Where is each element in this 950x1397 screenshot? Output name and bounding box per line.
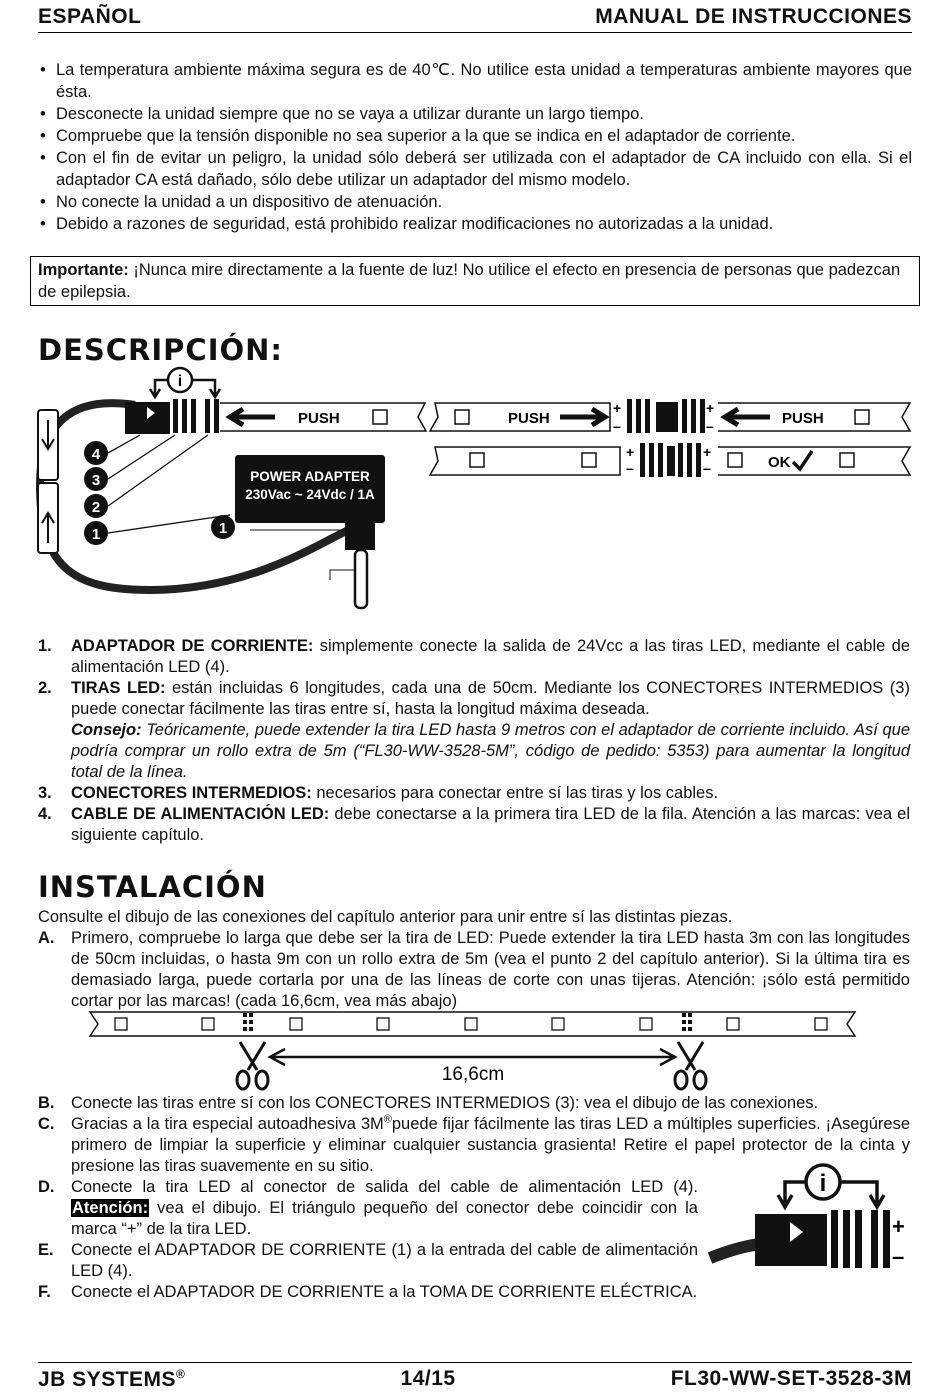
scissors-icon: [675, 1042, 706, 1089]
important-label: Importante:: [38, 261, 129, 279]
adapter-rating: 230Vac ~ 24Vdc / 1A: [245, 487, 375, 502]
page-header: [38, 2, 912, 33]
list-item: • Desconecte la unidad siempre que no se vaya a utilizar durante un largo tiempo.: [38, 103, 912, 125]
footer-brand: JB SYSTEMS®: [38, 1366, 186, 1391]
list-item: F. Conecte el ADAPTADOR DE CORRIENTE a la TOMA DE CORRIENTE ELÉCTRICA.: [38, 1283, 698, 1301]
led-icon: [470, 453, 484, 467]
svg-text:–: –: [703, 460, 711, 476]
push-label: PUSH: [782, 410, 824, 427]
svg-text:4: 4: [91, 446, 101, 463]
adapter-label: POWER ADAPTER: [250, 469, 370, 484]
list-item: • Compruebe que la tensión disponible no sea superior a la que se indica en el adaptador de corriente.: [38, 125, 912, 147]
svg-text:+: +: [892, 1214, 905, 1239]
list-item: • No conecte la unidad a un dispositivo de atenuación.: [38, 191, 912, 213]
svg-text:i: i: [177, 373, 183, 390]
list-item: D. Conecte la tira LED al conector de salida del cable de alimentación LED (4). Atención: vea el dibujo. El triángulo pequeño del conector debe coincidir con la marca “+” de la tira LED.: [38, 1178, 698, 1238]
svg-text:+: +: [626, 444, 635, 460]
svg-text:+: +: [703, 444, 712, 460]
list-item: 2. TIRAS LED: están incluidas 6 longitudes, cada una de 50cm. Mediante los CONECTORES INTERMEDIOS (3) puede conectar fácilmente las tiras entre sí, hasta la longitud máxima deseada. Consejo: Teóricamente, puede extender la tira LED hasta 9 metros con el adaptador de corriente incluido. Así que podría comprar un rollo extra de 5m (“FL30-WW-3528-5M”, código de pedido: 5353) para aumentar la longitud total de la línea.: [38, 679, 910, 781]
svg-text:–: –: [613, 418, 621, 434]
page-footer: [38, 1362, 912, 1395]
list-item: 1. ADAPTADOR DE CORRIENTE: simplemente conecte la salida de 24Vcc a las tiras LED, mediante el cable de alimentación LED (4).: [38, 637, 911, 676]
svg-text:3: 3: [91, 472, 101, 489]
header-language: ESPAÑOL: [38, 5, 142, 28]
list-item: • Debido a razones de seguridad, está prohibido realizar modificaciones no autorizadas a la unidad.: [38, 213, 912, 235]
list-item: 3. CONECTORES INTERMEDIOS: necesarios para conectar entre sí las tiras y los cables.: [38, 784, 719, 802]
important-text: ¡Nunca mire directamente a la fuente de luz! No utilice el efecto en presencia de personas que padezcan de epilepsia.: [38, 261, 901, 301]
header-title: MANUAL DE INSTRUCCIONES: [595, 5, 912, 28]
important-notice: [30, 256, 920, 306]
svg-text:2: 2: [91, 499, 101, 516]
led-icon: [455, 410, 469, 424]
svg-text:+: +: [613, 400, 622, 416]
description-title: DESCRIPCIÓN:: [38, 333, 284, 367]
svg-text:i: i: [819, 1170, 827, 1197]
cut-diagram: [85, 1010, 865, 1092]
led-icon: [582, 453, 596, 467]
installation-intro-block: [38, 907, 910, 1012]
svg-text:–: –: [626, 460, 634, 476]
tip-note: Consejo: Teóricamente, puede extender la tira LED hasta 9 metros con el adaptador de corriente incluido. Así que podría comprar un rollo extra de 5m (“FL30-WW-3528-5M”, código de pedido: 5353) para aumentar la longitud total de la línea.: [71, 721, 910, 781]
ok-label: OK: [768, 454, 791, 471]
svg-text:+: +: [706, 400, 715, 416]
svg-text:1: 1: [218, 520, 228, 537]
connection-diagram: [30, 365, 920, 615]
led-icon: [728, 453, 742, 467]
installation-intro: Consulte el dibujo de las conexiones del capítulo anterior para unir entre sí las distintas piezas.: [38, 908, 733, 926]
led-icon: [855, 410, 869, 424]
list-item: 4. CABLE DE ALIMENTACIÓN LED: debe conectarse a la primera tira LED de la fila. Atención a las marcas: vea el siguiente capítulo.: [38, 805, 911, 844]
description-list: [38, 636, 910, 846]
installation-title: INSTALACIÓN: [38, 870, 267, 904]
svg-text:–: –: [892, 1244, 905, 1269]
push-label: PUSH: [298, 410, 340, 427]
list-item: B. Conecte las tiras entre sí con los CONECTORES INTERMEDIOS (3): vea el dibujo de las conexiones.: [38, 1094, 819, 1112]
page-number: 14/15: [400, 1367, 456, 1390]
connector-detail: [705, 1158, 915, 1283]
svg-text:1: 1: [91, 526, 101, 543]
cut-length-label: 16,6cm: [441, 1064, 505, 1085]
push-label: PUSH: [508, 410, 550, 427]
led-icon: [373, 410, 387, 424]
svg-text:–: –: [706, 418, 714, 434]
scissors-icon: [237, 1042, 268, 1089]
list-item: • La temperatura ambiente máxima segura es de 40℃. No utilice esta unidad a temperaturas ambiente mayores que ésta.: [38, 59, 912, 103]
led-icon: [840, 453, 854, 467]
list-item: E. Conecte el ADAPTADOR DE CORRIENTE (1) a la entrada del cable de alimentación LED (4).: [38, 1241, 698, 1280]
safety-list: [38, 59, 912, 235]
list-item: A. Primero, compruebe lo larga que debe ser la tira de LED: Puede extender la tira LED hasta 3m con las longitudes de 50cm incluidas, o hasta 9m con un rollo extra de 5m (vea el punto 2 del capítulo anterior). Si la última tira es demasiado larga, puede cortarla por una de las líneas de corte con unas tijeras. Atención: ¡sólo está permitido cortar por las marcas! (cada 16,6cm, vea más abajo): [38, 929, 910, 1010]
attention-label: Atención:: [72, 1199, 149, 1217]
list-item: • Con el fin de evitar un peligro, la unidad sólo deberá ser utilizada con el adaptador de CA incluido con ella. Si el adaptador CA está dañado, sólo debe utilizar un adaptador del mismo modelo.: [38, 147, 912, 191]
footer-model: FL30-WW-SET-3528-3M: [670, 1367, 912, 1390]
list-item: C. Gracias a la tira especial autoadhesiva 3M®puede fijar fácilmente las tiras LED a múltiples superficies. ¡Asegúrese primero de limpiar la superficie y eliminar cualquier sustancia grasienta! Retire el papel protector de la cinta y presione las tiras suavemente en su sitio.: [38, 1113, 910, 1175]
